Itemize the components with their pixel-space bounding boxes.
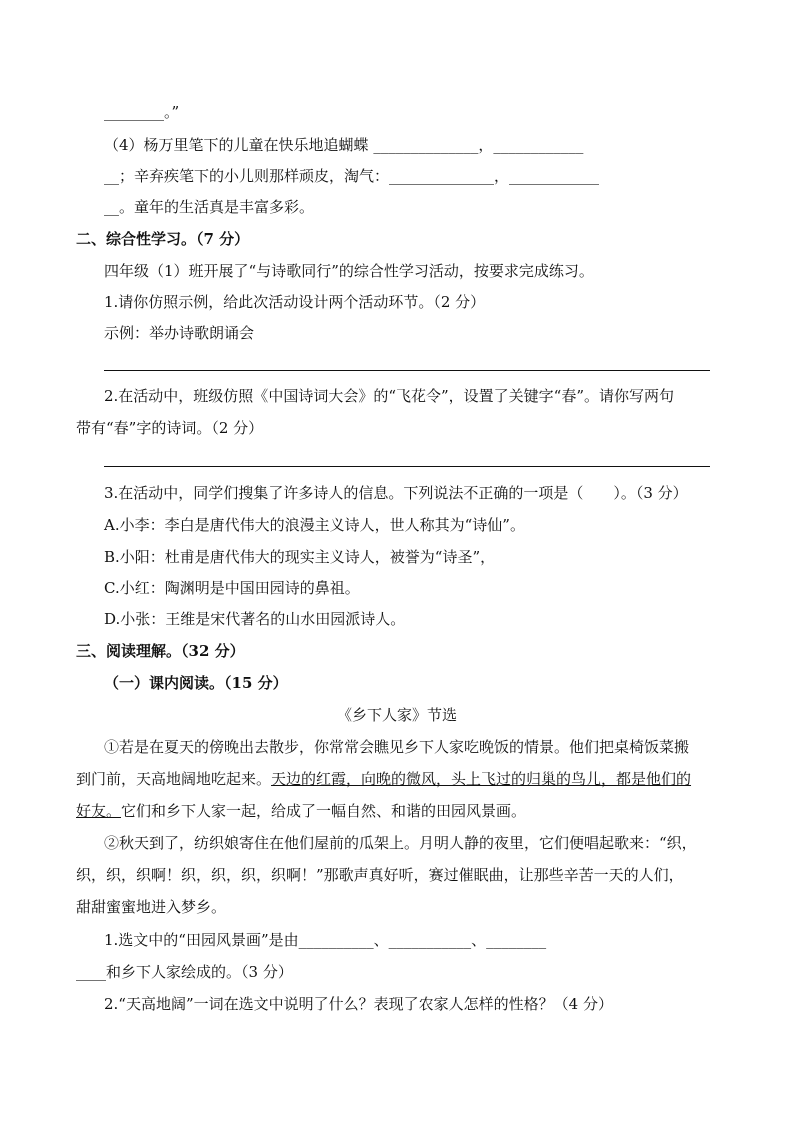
option-b: B.小阳：杜甫是唐代伟大的现实主义诗人，被誉为“诗圣”， <box>104 548 496 566</box>
section-2-q2-line-2: 带有“春”字的诗词。（2 分） <box>76 419 264 437</box>
section-2-q1: 1.请你仿照示例，给此次活动设计两个活动环节。（2 分） <box>104 293 486 311</box>
option-d: D.小张：王维是宋代著名的山水田园派诗人。 <box>104 610 406 628</box>
section-2-intro: 四年级（1）班开展了“与诗歌同行”的综合性学习活动，按要求完成练习。 <box>104 262 594 280</box>
answer-line-q1 <box>104 370 710 371</box>
passage-p1-line-3 <box>76 800 526 822</box>
question-4-line-1: （4）杨万里笔下的儿童在快乐地追蝴蝶 ______________，____________ <box>104 136 584 154</box>
poem-blank-end: ________。” <box>104 103 180 121</box>
section-3-heading: 三、阅读理解。（32 分） <box>76 642 245 660</box>
passage-underlined-part-2: 好友。 <box>76 802 122 820</box>
passage-title: 《乡下人家》节选 <box>336 706 457 724</box>
passage-underlined-part-1: 天边的红霞，向晚的微风，头上飞过的归巢的鸟儿，都是他们的 <box>271 770 692 788</box>
section-2-q1-example: 示例：举办诗歌朗诵会 <box>104 324 255 342</box>
option-a: A.小李：李白是唐代伟大的浪漫主义诗人，世人称其为“诗仙”。 <box>104 516 525 534</box>
question-4-line-3: __。童年的生活真是丰富多彩。 <box>104 198 315 216</box>
passage-p1-line-3-plain: 它们和乡下人家一起，给成了一幅自然、和谐的田园风景画。 <box>121 802 527 820</box>
answer-line-q2 <box>104 466 710 467</box>
section-2-heading: 二、综合性学习。（7 分） <box>76 230 250 248</box>
section-2-q2-line-1: 2.在活动中，班级仿照《中国诗词大会》的“飞花令”，设置了关键字“春”。请你写两句 <box>104 387 674 405</box>
section-2-q3: 3.在活动中，同学们搜集了许多诗人的信息。下列说法不正确的一项是（ ）。（3 分） <box>104 484 688 502</box>
passage-p1-line-2-plain: 到门前，天高地阔地吃起来。 <box>76 770 272 788</box>
subsection-1-heading: （一）课内阅读。（15 分） <box>104 674 288 692</box>
passage-p2-line-3: 甜甜蜜蜜地进入梦乡。 <box>76 898 227 916</box>
reading-q2: 2.“天高地阔”一词在选文中说明了什么？表现了农家人怎样的性格？（4 分） <box>104 995 613 1013</box>
reading-q1-line-2: ____和乡下人家绘成的。（3 分） <box>76 963 293 981</box>
passage-p2-line-1: ②秋天到了，纺织娘寄住在他们屋前的瓜架上。月明人静的夜里，它们便唱起歌来：“织， <box>104 834 697 852</box>
passage-p1-line-2 <box>76 768 691 790</box>
option-c: C.小红：陶渊明是中国田园诗的鼻祖。 <box>104 579 360 597</box>
reading-q1-line-1: 1.选文中的“田园风景画”是由__________、___________、________ <box>104 931 547 949</box>
passage-p2-line-2: 织，织，织啊！织，织，织，织啊！”那歌声真好听，赛过催眠曲，让那些辛苦一天的人们， <box>76 866 684 884</box>
passage-p1-line-1: ①若是在夏天的傍晚出去散步，你常常会瞧见乡下人家吃晚饭的情景。他们把桌椅饭菜搬 <box>104 738 690 756</box>
question-4-line-2: __；辛弃疾笔下的小儿则那样顽皮，淘气：______________，____________ <box>104 167 600 185</box>
